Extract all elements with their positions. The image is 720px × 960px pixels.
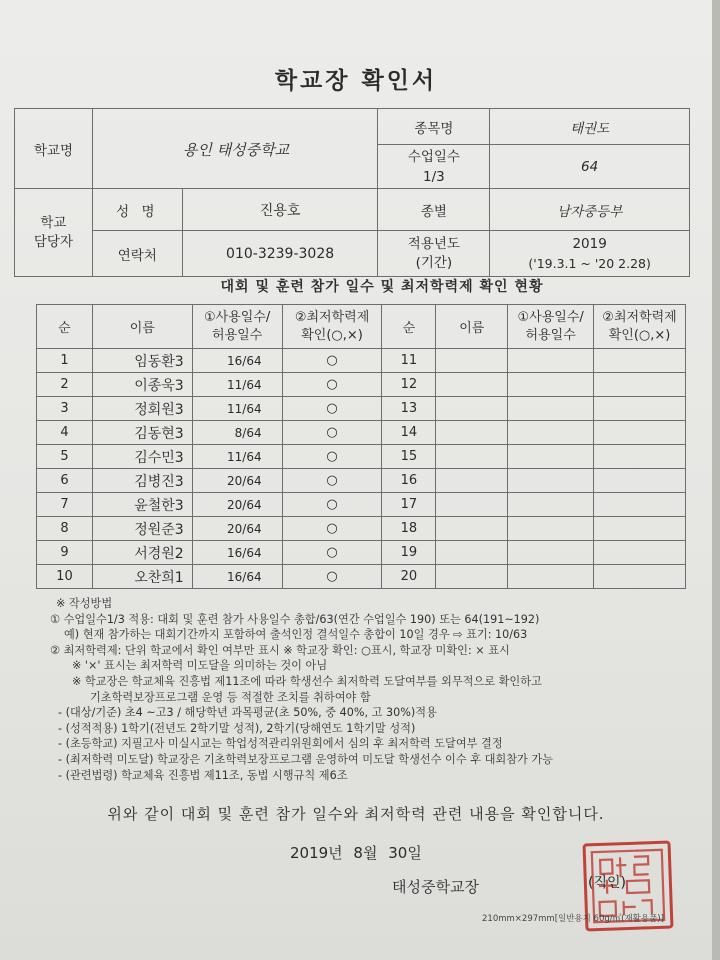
category-label: 종별 (378, 189, 490, 231)
row-number: 10 (37, 565, 93, 589)
participant-name: 정회원3 (92, 397, 192, 421)
days-used-right (508, 445, 594, 469)
min-score-check-right (594, 349, 686, 373)
min-score-check-right (594, 421, 686, 445)
col-use-right-line2: 허용일수 (525, 327, 576, 343)
row-number: 2 (37, 373, 93, 397)
row-number: 9 (37, 541, 93, 565)
table-row (37, 349, 686, 373)
note-line: - (최저학력 미도달) 학교장은 기초학력보장프로그램 운영하여 미도달 학생선수 이수 후 대회참가 가능 (58, 752, 553, 766)
confirm-statement: 위와 같이 대회 및 훈련 참가 일수와 최저학력 관련 내용을 확인합니다. (107, 805, 605, 823)
participant-name-right (436, 421, 508, 445)
table-row (37, 421, 686, 445)
col-use-line2: 허용일수 (212, 327, 263, 343)
staff-label (15, 189, 93, 277)
issue-date: 2019년 8월 30일 (290, 844, 422, 862)
row-number-right: 20 (382, 565, 436, 589)
sport-label: 종목명 (378, 109, 490, 145)
row-number: 3 (37, 397, 93, 421)
min-score-check-right (594, 373, 686, 397)
table-row (37, 565, 686, 589)
staff-label-line1: 학교 (40, 214, 67, 231)
min-score-check-right (594, 469, 686, 493)
seal-label: (직인) (588, 875, 626, 891)
days-used: 20/64 (192, 517, 282, 541)
school-value: 용인 태성중학교 (92, 109, 378, 189)
col-min-line2: 확인(○,×) (301, 327, 363, 343)
row-number-right: 19 (382, 541, 436, 565)
name-label: 성 명 (92, 189, 182, 231)
min-score-check: ○ (282, 373, 382, 397)
contact-label: 연락처 (92, 231, 182, 277)
col-name: 이름 (92, 305, 192, 349)
days-used: 20/64 (192, 469, 282, 493)
note-line: ① 수업일수1/3 적용: 대회 및 훈련 참가 사용일수 총합/63(연간 수업일수 190) 또는 64(191~192) (50, 612, 540, 626)
participant-name-right (436, 517, 508, 541)
table-row (37, 469, 686, 493)
row-number-right: 13 (382, 397, 436, 421)
category-value: 남자중등부 (490, 189, 690, 231)
row-number: 7 (37, 493, 93, 517)
min-score-check-right (594, 541, 686, 565)
min-score-check: ○ (282, 445, 382, 469)
participant-name-right (436, 541, 508, 565)
participant-name: 김수민3 (92, 445, 192, 469)
note-line: - (관련법령) 학교체육 진흥법 제11조, 동법 시행규칙 제6조 (58, 768, 348, 782)
col-min-line1: ②최저학력제 (294, 309, 370, 325)
col-no: 순 (37, 305, 93, 349)
row-number: 4 (37, 421, 93, 445)
participant-name: 오찬희1 (92, 565, 192, 589)
row-number-right: 17 (382, 493, 436, 517)
note-line: 예) 현재 참가하는 대회기간까지 포함하여 출석인정 결석일수 총합이 10일 경우 ⇨ 표기: 10/63 (64, 628, 528, 642)
participant-name-right (436, 445, 508, 469)
col-use-line1: ①사용일수/ (204, 309, 271, 325)
days-used: 16/64 (192, 541, 282, 565)
days-label (378, 145, 490, 189)
min-score-check-right (594, 397, 686, 421)
participant-name: 임동환3 (92, 349, 192, 373)
contact-value: 010-3239-3028 (182, 231, 378, 277)
row-number: 1 (37, 349, 93, 373)
year-label (378, 231, 490, 277)
table-row (37, 397, 686, 421)
year-label-line2: (기간) (415, 254, 453, 271)
participant-name: 윤철한3 (92, 493, 192, 517)
paper-spec-footer: 210mm×297mm[일반용지 60g/㎡(재활용품)] (482, 914, 664, 924)
year-label-line1: 적용년도 (407, 235, 460, 252)
table-row (37, 445, 686, 469)
staff-label-line2: 담당자 (33, 233, 73, 250)
days-used: 11/64 (192, 445, 282, 469)
name-value: 진용호 (182, 189, 378, 231)
notes-section (50, 596, 690, 783)
participant-name: 정원준3 (92, 517, 192, 541)
col-min-right-line2: 확인(○,×) (608, 327, 671, 343)
note-line: ② 최저학력제: 단위 학교에서 확인 여부만 표시 ※ 학교장 확인: ○표시, 학교장 미확인: × 표시 (50, 643, 510, 657)
days-used-right (508, 565, 594, 589)
col-use-right-line1: ①사용일수/ (517, 309, 584, 325)
participant-name-right (436, 493, 508, 517)
min-score-check: ○ (282, 421, 382, 445)
period-value: ('19.3.1 ~ '20 2.28) (528, 255, 651, 271)
row-number-right: 16 (382, 469, 436, 493)
row-number: 6 (37, 469, 93, 493)
days-label-line1: 수업일수 (407, 148, 460, 165)
note-line: ※ 작성방법 (56, 597, 113, 610)
days-used: 11/64 (192, 373, 282, 397)
participant-name-right (436, 349, 508, 373)
min-score-check: ○ (282, 493, 382, 517)
min-score-check: ○ (282, 349, 382, 373)
days-used: 20/64 (192, 493, 282, 517)
days-used: 8/64 (192, 421, 282, 445)
participant-name: 이종욱3 (92, 373, 192, 397)
days-used-right (508, 373, 594, 397)
row-number-right: 12 (382, 373, 436, 397)
min-score-check-right (594, 445, 686, 469)
status-subtitle: 대회 및 훈련 참가 일수 및 최저학력제 확인 현황 (220, 279, 544, 295)
min-score-check: ○ (282, 469, 382, 493)
note-line: ※ '×' 표시는 최저학력 미도달을 의미하는 것이 아님 (72, 659, 328, 673)
days-used-right (508, 421, 594, 445)
participant-header-row (37, 305, 686, 349)
min-score-check: ○ (282, 517, 382, 541)
participant-table (36, 304, 686, 589)
col-use-right (508, 305, 594, 349)
row-number-right: 15 (382, 445, 436, 469)
participant-name-right (436, 397, 508, 421)
document-title: 학교장 확인서 (274, 68, 438, 94)
days-used: 11/64 (192, 397, 282, 421)
min-score-check: ○ (282, 565, 382, 589)
row-number-right: 11 (382, 349, 436, 373)
participant-name-right (436, 373, 508, 397)
row-number: 8 (37, 517, 93, 541)
days-used-right (508, 397, 594, 421)
days-used-right (508, 517, 594, 541)
col-name-right: 이름 (436, 305, 508, 349)
min-score-check: ○ (282, 541, 382, 565)
col-min (282, 305, 382, 349)
note-line: ※ 학교장은 학교체육 진흥법 제11조에 따라 학생선수 최저학력 도달여부를 외무적으로 확인하고 (72, 674, 542, 688)
participant-name: 서경원2 (92, 541, 192, 565)
days-used: 16/64 (192, 349, 282, 373)
info-table (14, 108, 690, 277)
col-min-right-line1: ②최저학력제 (602, 309, 677, 325)
row-number: 5 (37, 445, 93, 469)
min-score-check-right (594, 493, 686, 517)
note-line: - (대상/기준) 초4 ~고3 / 해당학년 과목평균(초 50%, 중 40%, 고 30%)적용 (58, 706, 437, 720)
col-use (192, 305, 282, 349)
days-used-right (508, 469, 594, 493)
col-min-right (594, 305, 686, 349)
principal-name: 태성중학교장 (392, 878, 479, 896)
sport-value: 태권도 (490, 109, 690, 145)
col-no-right: 순 (382, 305, 436, 349)
days-label-line2: 1/3 (423, 168, 445, 185)
table-row (37, 373, 686, 397)
participant-name: 김병진3 (92, 469, 192, 493)
year-value: 2019 (572, 235, 607, 252)
note-line: 기초학력보장프로그램 운영 등 적절한 조치를 취하여야 함 (90, 690, 371, 704)
table-row (37, 517, 686, 541)
days-used-right (508, 493, 594, 517)
school-label: 학교명 (15, 109, 93, 189)
row-number-right: 14 (382, 421, 436, 445)
table-row (37, 541, 686, 565)
min-score-check-right (594, 565, 686, 589)
days-used-right (508, 541, 594, 565)
days-used-right (508, 349, 594, 373)
min-score-check-right (594, 517, 686, 541)
year-value-cell (490, 231, 690, 277)
note-line: - (성적적용) 1학기(전년도 2학기말 성적), 2학기(당해연도 1학기말 성적) (58, 721, 416, 735)
participant-name-right (436, 565, 508, 589)
row-number-right: 18 (382, 517, 436, 541)
table-row (37, 493, 686, 517)
participant-name-right (436, 469, 508, 493)
days-value: 64 (490, 145, 690, 189)
participant-name: 김동현3 (92, 421, 192, 445)
note-line: - (초등학교) 지필고사 미실시교는 학업성적관리위원회에서 심의 후 최저학력 도달여부 결정 (58, 737, 503, 751)
days-used: 16/64 (192, 565, 282, 589)
min-score-check: ○ (282, 397, 382, 421)
